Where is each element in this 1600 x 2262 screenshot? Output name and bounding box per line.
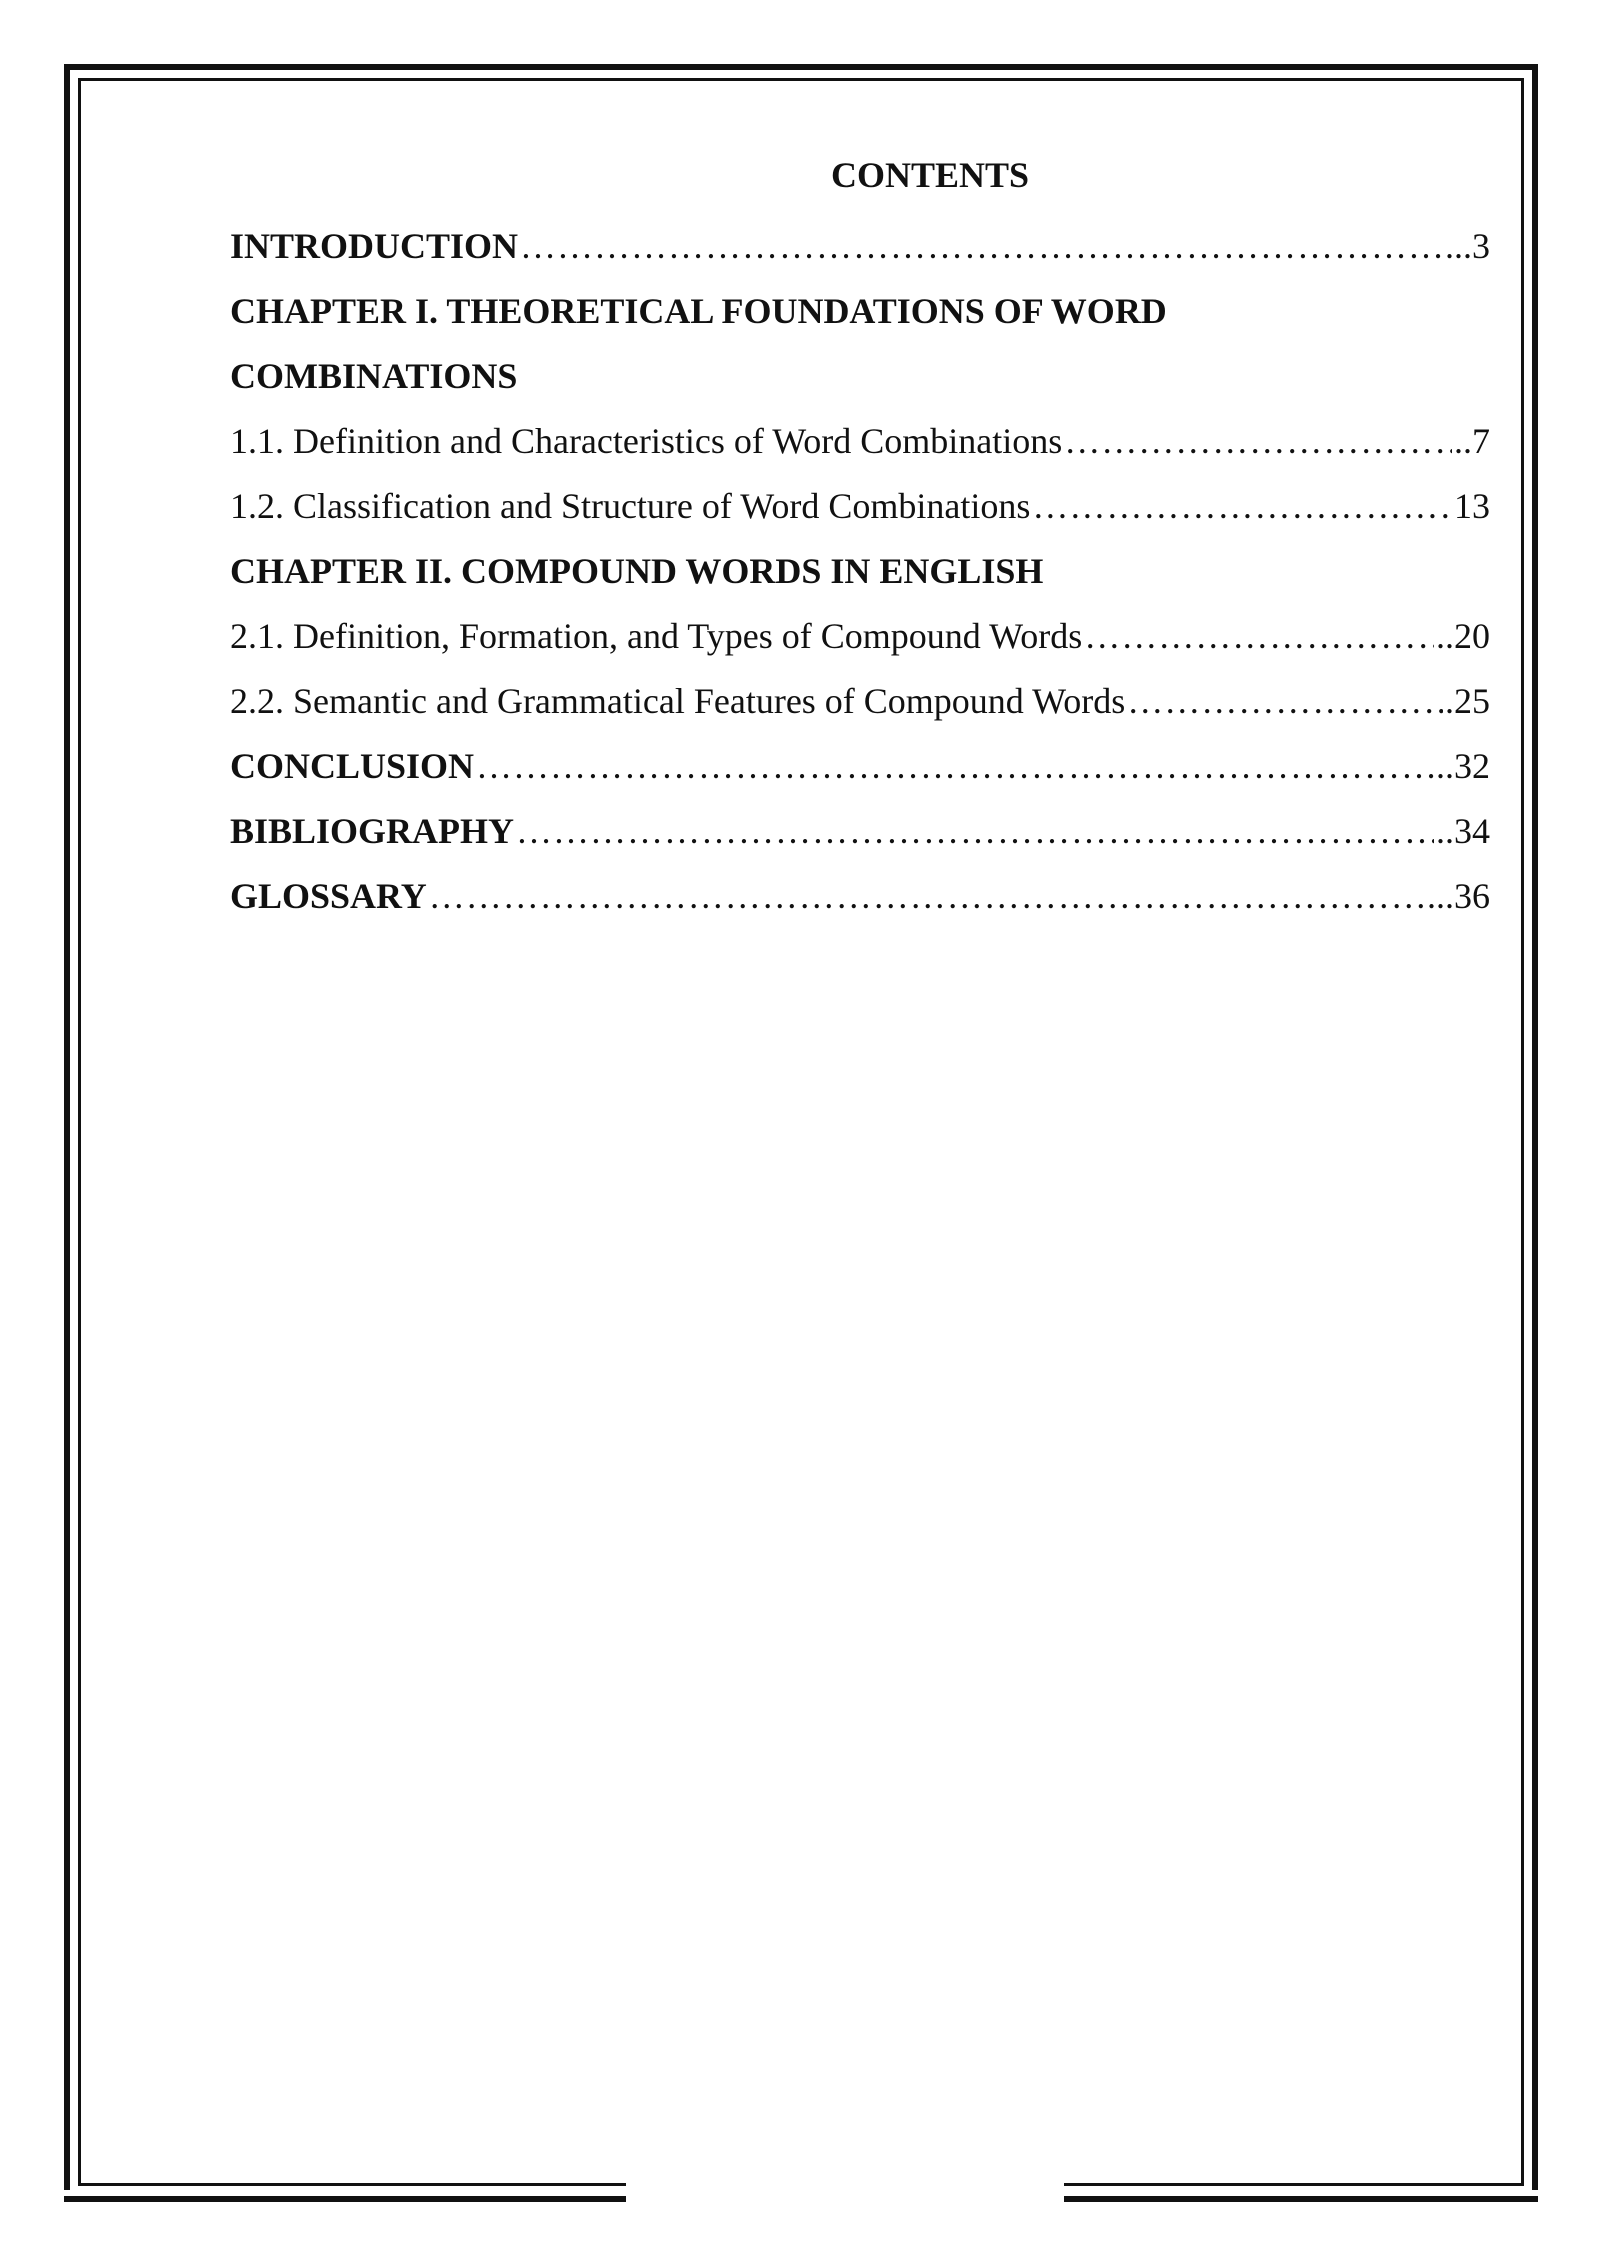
toc-leader-dots bbox=[1084, 604, 1434, 669]
toc-chapter-1-heading-line-2: COMBINATIONS bbox=[230, 356, 518, 396]
toc-entry-page: ...36 bbox=[1427, 876, 1490, 916]
toc-entry-1-2[interactable] bbox=[230, 474, 1490, 539]
toc-chapter-2-heading: CHAPTER II. COMPOUND WORDS IN ENGLISH bbox=[230, 551, 1044, 591]
toc-entry-label: 2.1. Definition, Formation, and Types of Compound Words bbox=[230, 616, 1083, 656]
toc-entry-label: 2.2. Semantic and Grammatical Features of Compound Words bbox=[230, 681, 1126, 721]
toc-leader-dots bbox=[1127, 669, 1443, 734]
toc-entry-page: .25 bbox=[1445, 681, 1490, 721]
page-border-bottom-right-inner bbox=[1064, 2183, 1524, 2186]
page-border-bottom-left bbox=[64, 2196, 626, 2202]
toc-entry-page: ..32 bbox=[1436, 746, 1490, 786]
toc-entry-2-2[interactable] bbox=[230, 669, 1490, 734]
toc-entry-label: BIBLIOGRAPHY bbox=[230, 811, 515, 851]
toc-entry-page: ..7 bbox=[1454, 421, 1490, 461]
page-border-bottom-left-inner bbox=[78, 2183, 626, 2186]
toc-entry-conclusion[interactable] bbox=[230, 734, 1490, 799]
toc-entry-bibliography[interactable] bbox=[230, 799, 1490, 864]
toc-leader-dots bbox=[476, 734, 1434, 799]
toc-leader-dots bbox=[520, 214, 1443, 279]
table-of-contents bbox=[230, 150, 1490, 929]
toc-entry-label: 1.1. Definition and Characteristics of Word Combinations bbox=[230, 421, 1063, 461]
toc-entry-page: 13 bbox=[1454, 486, 1490, 526]
toc-entry-label: INTRODUCTION bbox=[230, 226, 519, 266]
page-border-bottom-right bbox=[1064, 2196, 1538, 2202]
toc-entry-page: ..34 bbox=[1436, 811, 1490, 851]
toc-title: CONTENTS bbox=[830, 155, 1030, 195]
toc-chapter-1-heading-line-1: CHAPTER I. THEORETICAL FOUNDATIONS OF WORD bbox=[230, 291, 1167, 331]
toc-entry-label: 1.2. Classification and Structure of Word Combinations bbox=[230, 486, 1031, 526]
toc-entry-introduction[interactable] bbox=[230, 214, 1490, 279]
toc-entry-label: CONCLUSION bbox=[230, 746, 475, 786]
toc-entry-1-1[interactable] bbox=[230, 409, 1490, 474]
toc-leader-dots bbox=[429, 864, 1425, 929]
toc-entry-glossary[interactable] bbox=[230, 864, 1490, 929]
toc-leader-dots bbox=[1032, 474, 1452, 539]
toc-entry-2-1[interactable] bbox=[230, 604, 1490, 669]
toc-entry-label: GLOSSARY bbox=[230, 876, 427, 916]
toc-leader-dots bbox=[1064, 409, 1452, 474]
toc-entry-page: ...3 bbox=[1445, 226, 1490, 266]
toc-leader-dots bbox=[516, 799, 1434, 864]
toc-entry-page: ..20 bbox=[1436, 616, 1490, 656]
